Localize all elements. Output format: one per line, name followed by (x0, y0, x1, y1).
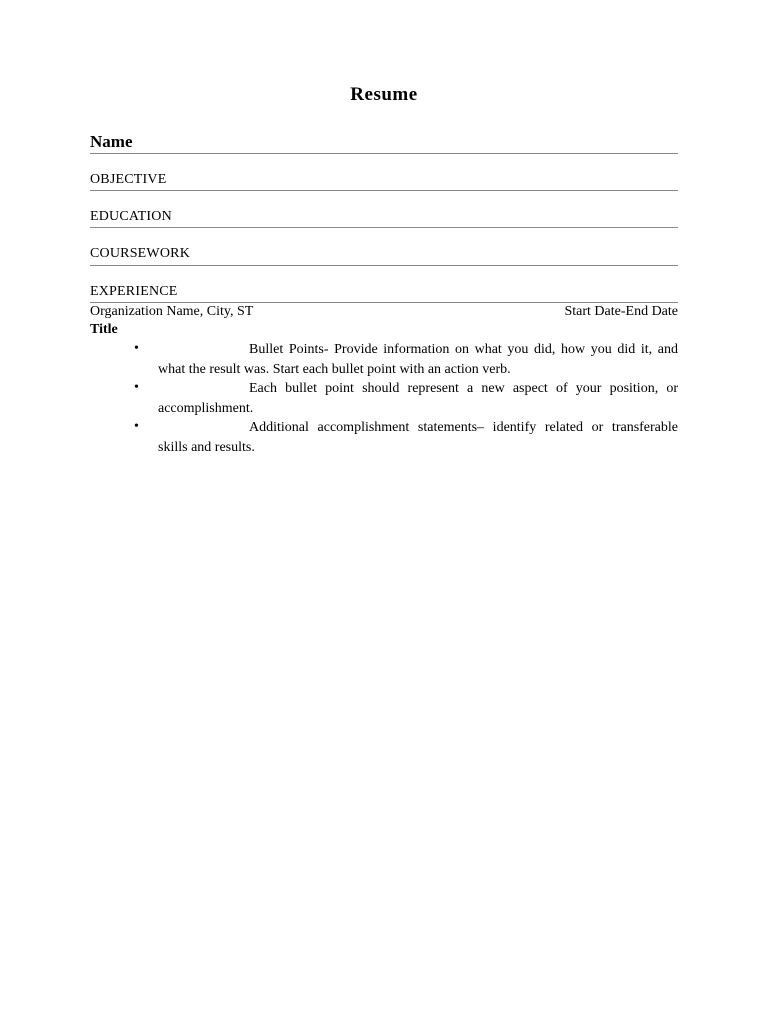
experience-bullet-list (0, 340, 768, 457)
objective-divider (90, 190, 678, 191)
organization-line: Organization Name, City, ST (90, 304, 254, 319)
education-divider (90, 227, 678, 228)
name-heading: Name (90, 132, 133, 151)
bullet-text: Additional accomplishment statements– identify related or transferable skills and results. (158, 420, 678, 455)
document-title: Resume (350, 84, 418, 105)
bullet-icon: • (134, 419, 139, 434)
bullet-icon: • (134, 341, 139, 356)
list-item (0, 379, 768, 418)
experience-divider (90, 302, 678, 303)
job-title: Title (90, 322, 118, 337)
section-experience: EXPERIENCE (90, 284, 178, 299)
list-item (0, 340, 768, 379)
coursework-divider (90, 265, 678, 266)
section-objective: OBJECTIVE (90, 172, 167, 187)
bullet-icon: • (134, 380, 139, 395)
section-education: EDUCATION (90, 209, 172, 224)
list-item (0, 418, 768, 457)
employment-dates: Start Date-End Date (564, 304, 678, 319)
bullet-text: Bullet Points- Provide information on what you did, how you did it, and what the result was. Start each bullet point with an action verb. (158, 342, 678, 377)
name-divider (90, 153, 678, 154)
bullet-text: Each bullet point should represent a new aspect of your position, or accomplishment. (158, 381, 678, 416)
section-coursework: COURSEWORK (90, 246, 191, 261)
